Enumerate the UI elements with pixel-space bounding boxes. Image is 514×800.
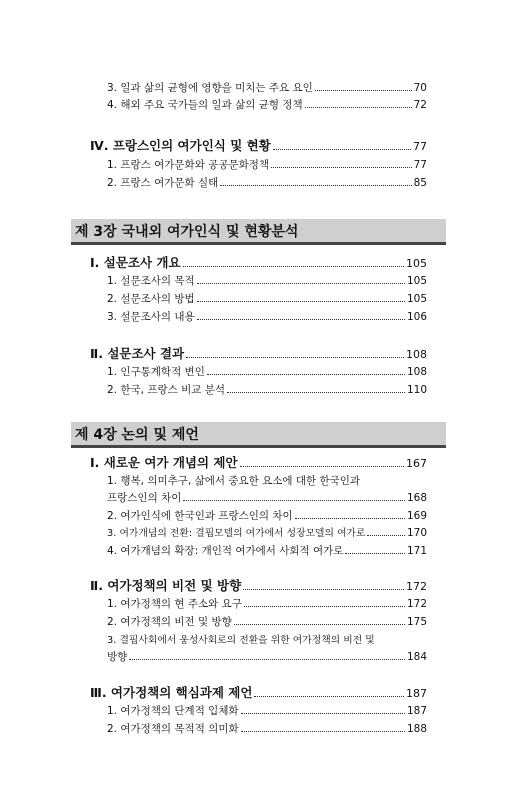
leader-dots	[271, 167, 412, 168]
toc-page-number: 169	[406, 510, 427, 522]
toc-section-title: Ⅲ. 여가정책의 핵심과제 제언	[90, 685, 253, 700]
toc-page-number: 187	[406, 687, 427, 700]
toc-page-number: 175	[406, 616, 427, 628]
toc-page-number: 172	[406, 580, 427, 593]
leader-dots	[227, 392, 405, 393]
leader-dots	[220, 185, 411, 186]
toc-entry	[107, 382, 427, 398]
toc-page-number: 170	[406, 527, 427, 539]
toc-page-number: 77	[413, 159, 427, 171]
toc-entry-title: 방향	[107, 651, 128, 663]
toc-entry	[107, 157, 427, 173]
toc-entry	[107, 97, 427, 113]
chapter-heading: 제 4장 논의 및 제언	[71, 422, 446, 448]
leader-dots	[197, 283, 405, 284]
toc-entry-title: 1. 여가정책의 현 주소와 요구	[107, 598, 242, 610]
leader-dots	[305, 107, 412, 108]
toc-entry	[107, 508, 427, 524]
chapter-heading: 제 3장 국내외 여가인식 및 현황분석	[71, 219, 446, 245]
toc-entry-title: 2. 여가정책의 비전 및 방향	[107, 616, 232, 628]
leader-dots	[315, 90, 412, 91]
toc-entry-title: 2. 한국, 프랑스 비교 분석	[107, 384, 225, 396]
toc-entry	[107, 703, 427, 719]
toc-entry-title: 1. 인구통계학적 변인	[107, 366, 205, 378]
toc-entry	[107, 309, 427, 325]
toc-entry	[107, 291, 427, 307]
leader-dots	[241, 731, 405, 732]
toc-entry	[107, 175, 427, 191]
leader-dots	[183, 500, 405, 501]
toc-page-number: 184	[406, 651, 427, 663]
toc-entry	[107, 364, 427, 380]
leader-dots	[234, 624, 405, 625]
toc-page-number: 172	[406, 598, 427, 610]
toc-entry-title: 3. 일과 삶의 균형에 영향을 미치는 주요 요인	[107, 82, 313, 94]
toc-entry	[107, 614, 427, 630]
toc-section	[90, 136, 427, 154]
toc-page-number: 105	[406, 257, 427, 270]
toc-entry	[107, 80, 427, 96]
toc-entry-title: 1. 여가정책의 단계적 입체화	[107, 705, 239, 717]
toc-page-number: 105	[406, 275, 427, 287]
toc-page-number: 188	[406, 723, 427, 735]
toc-page-number: 108	[406, 366, 427, 378]
toc-section-title: Ⅰ. 새로운 여가 개념의 제안	[90, 455, 238, 470]
toc-entry	[107, 525, 427, 541]
leader-dots	[254, 696, 404, 697]
toc-page-number: 105	[406, 293, 427, 305]
leader-dots	[129, 659, 405, 660]
toc-section-title: Ⅱ. 설문조사 결과	[90, 346, 185, 361]
toc-entry	[107, 490, 427, 506]
toc-entry	[107, 273, 427, 289]
toc-page-number: 77	[413, 140, 427, 153]
toc-entry	[107, 649, 427, 665]
toc-entry-title: 3. 설문조사의 내용	[107, 311, 195, 323]
toc-entry	[107, 721, 427, 737]
toc-entry-title: 4. 여가개념의 확장: 개인적 여가에서 사회적 여가로	[107, 545, 344, 557]
leader-dots	[197, 301, 405, 302]
toc-section	[90, 253, 427, 271]
leader-dots	[295, 518, 405, 519]
toc-section-title: Ⅰ. 설문조사 개요	[90, 255, 181, 270]
toc-page-number: 85	[413, 177, 427, 189]
toc-entry-title: 3. 결핍사회에서 웅성사회로의 전환을 위한 여가정책의 비전 및	[107, 635, 375, 646]
leader-dots	[345, 553, 405, 554]
toc-entry-title: 2. 설문조사의 방법	[107, 293, 195, 305]
toc-entry-title: 프랑스인의 차이	[107, 492, 182, 504]
toc-section	[90, 683, 427, 701]
toc-page-number: 110	[406, 384, 427, 396]
toc-section-title: Ⅳ. 프랑스인의 여가인식 및 현황	[90, 138, 271, 153]
toc-entry-title: 1. 프랑스 여가문화와 공공문화정책	[107, 159, 270, 171]
toc-entry-title: 2. 프랑스 여가문화 실태	[107, 177, 219, 189]
leader-dots	[197, 319, 405, 320]
toc-entry-title: 2. 여가정책의 목적적 의미화	[107, 723, 239, 735]
leader-dots	[243, 589, 404, 590]
leader-dots	[186, 357, 404, 358]
leader-dots	[183, 266, 404, 267]
toc-section-title: Ⅱ. 여가정책의 비전 및 방향	[90, 578, 242, 593]
toc-entry-title: 1. 설문조사의 목적	[107, 275, 195, 287]
leader-dots	[207, 374, 405, 375]
leader-dots	[240, 466, 404, 467]
toc-entry-title: 1. 행복, 의미추구, 삶에서 중요한 요소에 대한 한국인과	[107, 475, 361, 487]
leader-dots	[241, 713, 405, 714]
toc-page-number: 72	[413, 99, 427, 111]
toc-entry	[107, 632, 375, 648]
leader-dots	[273, 149, 411, 150]
toc-section	[90, 453, 427, 471]
toc-section	[90, 344, 427, 362]
toc-section	[90, 576, 427, 594]
toc-page-number: 106	[406, 311, 427, 323]
toc-page-number: 108	[406, 348, 427, 361]
toc-page-number: 168	[406, 492, 427, 504]
toc-entry-title: 4. 해외 주요 국가들의 일과 삶의 균형 정책	[107, 99, 303, 111]
toc-entry	[107, 543, 427, 559]
toc-page-number: 171	[406, 545, 427, 557]
toc-page-number: 187	[406, 705, 427, 717]
leader-dots	[367, 535, 404, 536]
toc-entry	[107, 473, 360, 489]
toc-entry-title: 3. 여가개념의 전환: 결핍모델의 여가에서 성장모델의 여가로	[107, 528, 366, 539]
toc-entry-title: 2. 여가인식에 한국인과 프랑스인의 차이	[107, 510, 293, 522]
toc-page-number: 167	[406, 457, 427, 470]
toc-entry	[107, 596, 427, 612]
toc-page-number: 70	[413, 82, 427, 94]
leader-dots	[244, 606, 405, 607]
